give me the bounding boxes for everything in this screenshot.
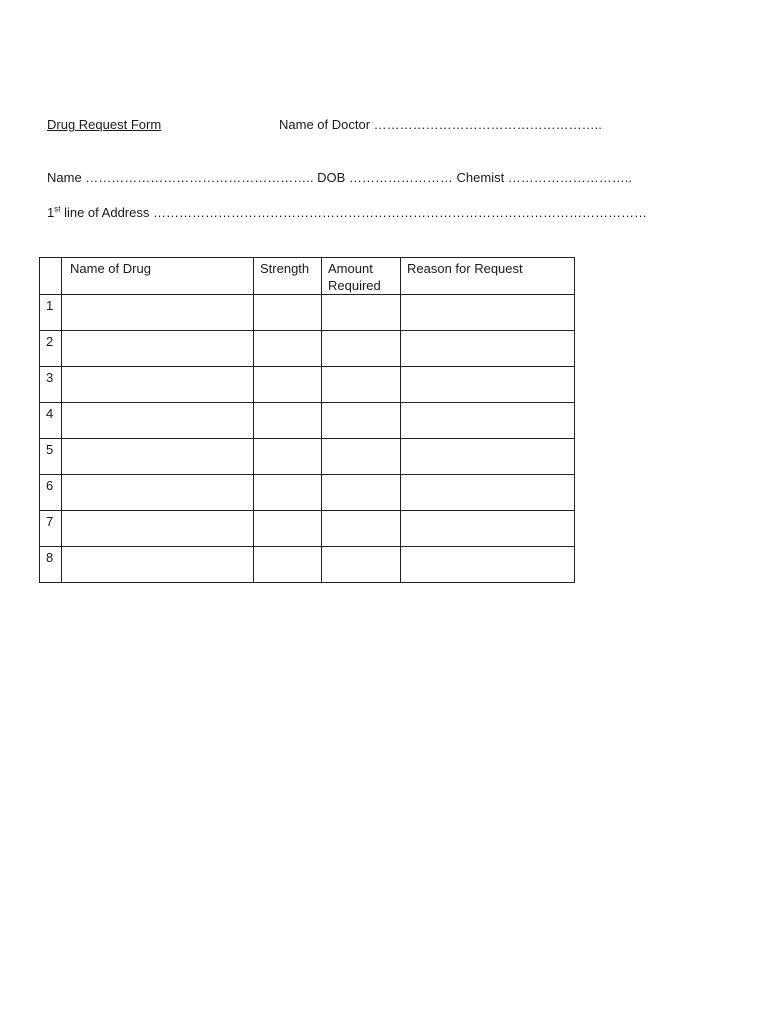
- table-row: [40, 403, 575, 439]
- row-number: 6: [40, 475, 62, 511]
- row-number: 2: [40, 331, 62, 367]
- table-body: [40, 295, 575, 583]
- reason-cell[interactable]: [401, 367, 575, 403]
- amount-cell[interactable]: [322, 367, 401, 403]
- amount-cell[interactable]: [322, 511, 401, 547]
- drug-name-cell[interactable]: [62, 547, 254, 583]
- drug-name-cell[interactable]: [62, 295, 254, 331]
- header-amount-required: Amount Required: [322, 258, 401, 295]
- address-label: line of Address ……………………………………………………………………………………………………: [60, 205, 647, 220]
- amount-cell[interactable]: [322, 331, 401, 367]
- strength-cell[interactable]: [254, 511, 322, 547]
- row-number: 5: [40, 439, 62, 475]
- strength-cell[interactable]: [254, 367, 322, 403]
- strength-cell[interactable]: [254, 331, 322, 367]
- strength-cell[interactable]: [254, 295, 322, 331]
- drug-name-cell[interactable]: [62, 367, 254, 403]
- form-title: Drug Request Form: [47, 117, 162, 132]
- table-row: [40, 439, 575, 475]
- header-strength: Strength: [254, 258, 322, 295]
- table-row: [40, 295, 575, 331]
- header-reason: Reason for Request: [401, 258, 575, 295]
- strength-cell[interactable]: [254, 439, 322, 475]
- drug-name-cell[interactable]: [62, 439, 254, 475]
- reason-cell[interactable]: [401, 511, 575, 547]
- amount-cell[interactable]: [322, 547, 401, 583]
- header-drug-name: Name of Drug: [62, 258, 254, 295]
- header-row-number: [40, 258, 62, 295]
- amount-cell[interactable]: [322, 403, 401, 439]
- table-row: [40, 547, 575, 583]
- reason-cell[interactable]: [401, 475, 575, 511]
- table-row: [40, 511, 575, 547]
- amount-cell[interactable]: [322, 439, 401, 475]
- row-number: 4: [40, 403, 62, 439]
- address-ordinal: 1: [47, 205, 55, 220]
- patient-details-line[interactable]: Name …………………………………………….. DOB …………………… Chemist ………………………..: [47, 170, 633, 185]
- row-number: 7: [40, 511, 62, 547]
- strength-cell[interactable]: [254, 475, 322, 511]
- reason-cell[interactable]: [401, 439, 575, 475]
- reason-cell[interactable]: [401, 547, 575, 583]
- row-number: 1: [40, 295, 62, 331]
- drug-name-cell[interactable]: [62, 331, 254, 367]
- address-line[interactable]: [47, 205, 647, 221]
- table-header-row: [40, 258, 575, 295]
- row-number: 8: [40, 547, 62, 583]
- strength-cell[interactable]: [254, 403, 322, 439]
- drug-request-table: [39, 257, 575, 583]
- address-ordinal-suffix: st: [54, 204, 61, 214]
- strength-cell[interactable]: [254, 547, 322, 583]
- reason-cell[interactable]: [401, 331, 575, 367]
- reason-cell[interactable]: [401, 403, 575, 439]
- drug-name-cell[interactable]: [62, 403, 254, 439]
- drug-name-cell[interactable]: [62, 475, 254, 511]
- drug-name-cell[interactable]: [62, 511, 254, 547]
- amount-cell[interactable]: [322, 295, 401, 331]
- table-row: [40, 475, 575, 511]
- reason-cell[interactable]: [401, 295, 575, 331]
- amount-cell[interactable]: [322, 475, 401, 511]
- doctor-name-field[interactable]: Name of Doctor ……………………………………………..: [279, 117, 602, 132]
- row-number: 3: [40, 367, 62, 403]
- table-row: [40, 367, 575, 403]
- table-row: [40, 331, 575, 367]
